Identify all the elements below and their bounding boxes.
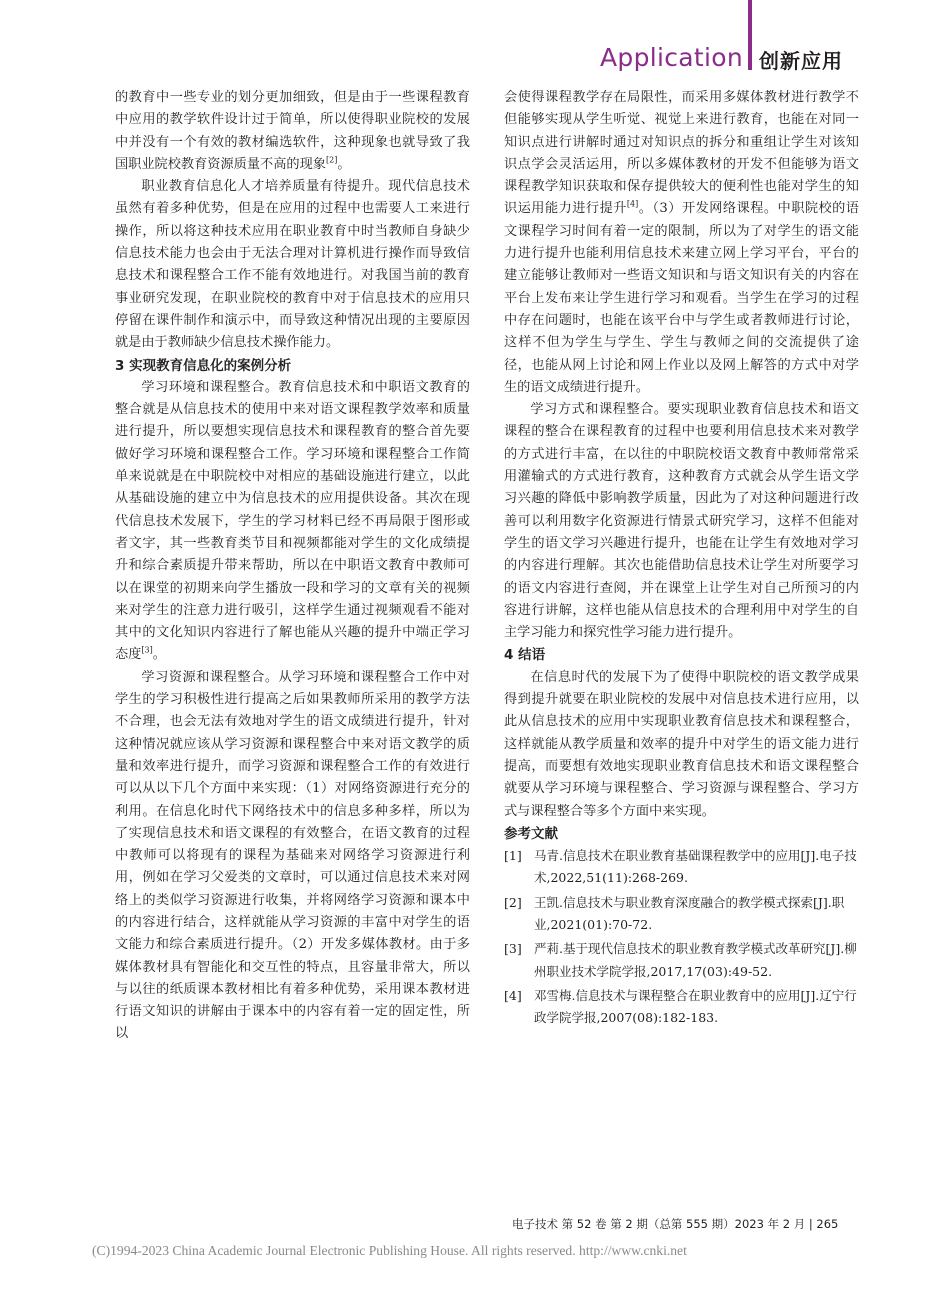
reference-item: [4] 邓雪梅.信息技术与课程整合在职业教育中的应用[J].辽宁行政学院学报,2007(08):182-183. xyxy=(504,987,857,1026)
citation-ref: [2] xyxy=(326,155,338,165)
paragraph: 职业教育信息化人才培养质量有待提升。现代信息技术虽然有着多种优势，但是在应用的过程中也需要人工来进行操作，所以将这种技术应用在职业教育中时当教师自身缺少信息技术能力也会由于无法合理对计算机进行操作而导致信息技术和课程整合工作不能有效地进行。对我国当前的教育事业研究发现，在职业院校的教育中对于信息技术的应用只停留在课件制作和演示中，而导致这种情况出现的主要原因就是由于教师缺少信息技术操作能力。 xyxy=(115,179,470,351)
left-column xyxy=(115,87,470,1046)
reference-item: [1] 马青.信息技术在职业教育基础课程教学中的应用[J].电子技术,2022,51(11):268-269. xyxy=(504,848,857,886)
reference-list xyxy=(504,845,859,1029)
paragraph: 的教育中一些专业的划分更加细致，但是由于一些课程教育中应用的教学软件设计过于简单，所以使得职业院校的发展中并没有一个有效的教材编选软件，这种现象也就导致了我国职业院校教育资源质量不高的现象[2]。 xyxy=(115,90,470,172)
reference-item: [3] 严莉.基于现代信息技术的职业教育教学模式改革研究[J].柳州职业技术学院学报,2017,17(03):49-52. xyxy=(504,941,857,979)
right-column xyxy=(504,87,859,1031)
header-section-chinese: 创新应用 xyxy=(759,49,843,73)
citation-ref: [4] xyxy=(626,200,639,210)
references-heading: 参考文献 xyxy=(504,825,558,842)
header-accent-bar xyxy=(748,0,752,70)
section-heading-3: 3 实现教育信息化的案例分析 xyxy=(115,357,292,374)
journal-footer: 电子技术 第 52 卷 第 2 期（总第 555 期）2023 年 2 月 | 265 xyxy=(512,1217,839,1231)
header-section-english: Application xyxy=(600,43,743,72)
paragraph: 学习方式和课程整合。要实现职业教育信息技术和语文课程的整合在课程教育的过程中也要利用信息技术来对教学的方式进行丰富，在以往的中职院校语文教育中教师常常采用灌输式的方式进行教育，这种教育方式就会从学生语文学习兴趣的降低中影响教学质量，因此为了对这种问题进行改善可以利用数字化资源进行情景式研究学习，这样不但能对学生的语文学习兴趣进行提升，也能在让学生有效地对学习的内容进行理解。其次也能借助信息技术让学生对所要学习的语文内容进行查阅，并在课堂上让学生对自己所预习的内容进行讲解，这样也能从信息技术的合理利用中对学生的自主学习能力和探究性学习能力进行提升。 xyxy=(504,402,859,641)
paragraph: 学习环境和课程整合。教育信息技术和中职语文教育的整合就是从信息技术的使用中来对语文课程教学效率和质量进行提升，所以要想实现信息技术和课程教育的整合首先要做好学习环境和课程整合工作。学习环境和课程整合工作简单来说就是在中职院校中对相应的基础设施进行建立，以此从基础设施的建立中为信息技术的应用提供设备。其次在现代信息技术发展下，学生的学习材料已经不再局限于图形或者文字，其一些教育类节目和视频都能对学生的文化成绩提升和综合素质提升带来帮助，所以在中职语文教育中教师可以在课堂的初期来向学生播放一段和学习的文章有关的视频来对学生的注意力进行吸引，这样学生通过视频观看不能对其中的文化知识内容进行了解也能从兴趣的提升中端正学习态度[3]。 xyxy=(115,379,470,663)
section-heading-4: 4 结语 xyxy=(504,647,546,664)
paragraph: 会使得课程教学存在局限性，而采用多媒体教材进行教学不但能够实现从学生听觉、视觉上来进行教育，也能在对同一知识点进行讲解时通过对知识点的拆分和重组让学生对该知识点学会灵活运用，所以多媒体教材的开发不但能够为语文课程教学知识获取和保存提供较大的便利性也能对学生的知识运用能力进行提升[4]。（3）开发网络课程。中职院校的语文课程学习时间有着一定的限制，所以为了对学生的语文能力进行提升也能利用信息技术来建立网上学习平台，平台的建立能够让教师对一些语文知识和与语文知识有关的内容在平台上发布来让学生进行学习和观看。当学生在学习的过程中存在问题时，也能在该平台中与学生或者教师进行讨论，这样不但为学生与学生、学生与教师之间的交流提供了途径，也能从网上讨论和网上作业以及网上解答的方式中对学生的语文成绩进行提升。 xyxy=(504,90,859,395)
paragraph: 在信息时代的发展下为了使得中职院校的语文教学成果得到提升就要在职业院校的发展中对信息技术进行应用，以此从信息技术的应用中实现职业教育信息技术和课程整合，这样就能从教学质量和效率的提升中对学生的语文能力进行提高，而要想有效地实现职业教育信息技术和语文课程整合就要从学习环境与课程整合、学习资源与课程整合、学习方式与课程整合等多个方面中来实现。 xyxy=(504,669,859,819)
reference-item: [2] 王凯.信息技术与职业教育深度融合的教学模式探索[J].职业,2021(01):70-72. xyxy=(504,894,845,932)
paragraph: 学习资源和课程整合。从学习环境和课程整合工作中对学生的学习积极性进行提高之后如果教师所采用的教学方法不合理，也会无法有效地对学生的语文成绩进行提升，针对这种情况就应该从学习资源和课程整合中来对语文教学的质量和效率进行提升，而学习资源和课程整合工作的有效进行可以从以下几个方面中来实现：（1）对网络资源进行充分的利用。在信息化时代下网络技术中的信息多种多样，所以为了实现信息技术和语文课程的有效整合，在语文教育的过程中教师可以将现有的课程为基础来对网络学习资源进行利用，例如在学习父爱类的文章时，可以通过信息技术来对网络上的类似学习资源进行收集，并将网络学习资源和课本中的内容进行结合，这样就能从学习资源的丰富中对学生的语文能力和综合素质进行提升。（2）开发多媒体教材。由于多媒体教材具有智能化和交互性的特点，且容量非常大，所以与以往的纸质课本教材相比有着多种优势，采用课本教材进行语文知识的讲解由于课本中的内容有着一定的固定性，所以 xyxy=(115,669,470,1042)
citation-ref: [3] xyxy=(141,646,153,656)
copyright-notice: (C)1994-2023 China Academic Journal Electronic Publishing House. All rights reserved. http://www.cnki.net xyxy=(92,1243,687,1258)
